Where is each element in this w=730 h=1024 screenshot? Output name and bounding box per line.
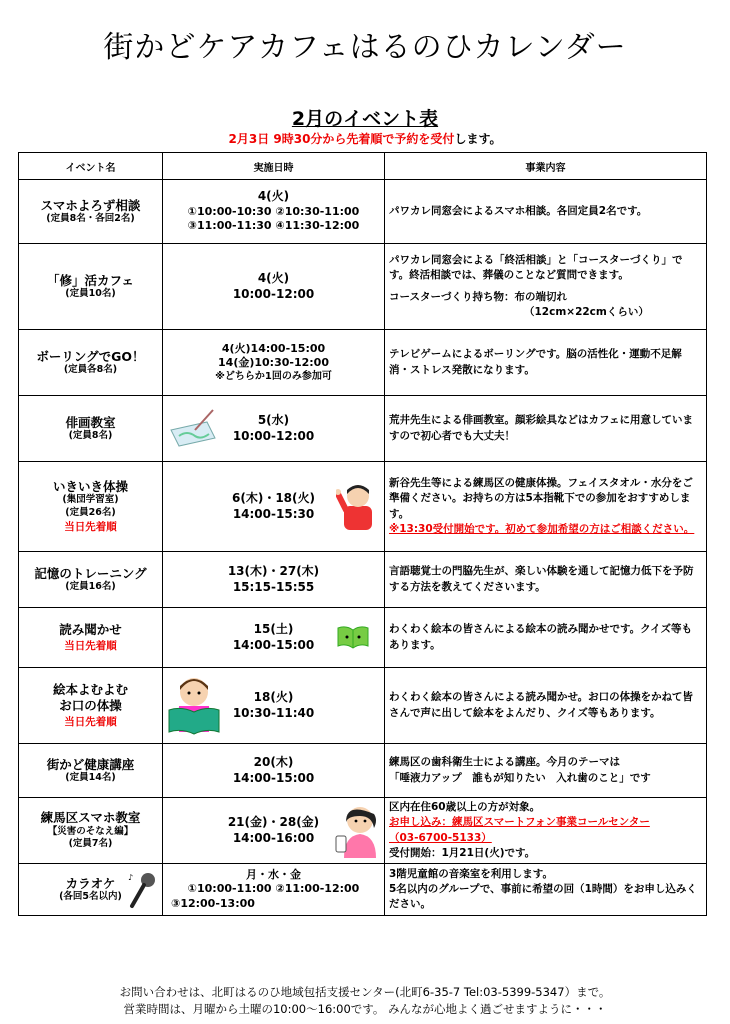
event-desc: （12cm×22cmくらい） [524,305,649,318]
event-desc: 言語聴覚士の門脇先生が、楽しい体験を通して記憶力低下を予防する方法を教えてくださいます。 [389,565,694,593]
first-come-badge: 当日先着順 [64,521,117,534]
event-name: 「修」活カフェ [47,272,134,288]
painting-icon [167,408,219,448]
event-desc-cell [385,244,707,330]
event-desc: パワカレ同窓会によるスマホ相談。各回定員2名です。 [389,204,648,217]
event-date: 5(水) [257,412,290,427]
event-desc: 5名以内のグループで、事前に希望の回（1時間）をお申し込みください。 [389,882,697,911]
event-name: 絵本よむよむ [52,682,128,698]
event-date: 4(火) [257,270,290,285]
event-time: 10:00-12:00 [232,428,315,443]
table-row [19,552,707,608]
event-name-cell [19,396,163,462]
table-row [19,798,707,864]
contact-info: お問い合わせは、北町はるのひ地域包括支援センター(北町6-35-7 Tel:03-5399-5347）まで。 [119,985,611,999]
business-hours: 営業時間は、月曜から土曜の10:00～16:00です。 みんなが心地よく過ごせますように・・・ [123,1001,607,1016]
event-desc: わくわく絵本の皆さんによる読み聞かせ。お口の体操をかねて皆さんで声に出して絵本をよんだり、クイズ等もあります。 [389,691,693,719]
event-capacity: (各回5名以内) [59,891,122,903]
table-row [19,864,707,916]
event-desc-cell [385,396,707,462]
table-row [19,668,707,744]
event-name-cell [19,244,163,330]
event-date-cell [163,180,385,244]
event-name-line2: お口の体操 [59,698,122,713]
event-time: 14:00-15:00 [232,770,315,785]
event-name: カラオケ [65,875,116,891]
event-name: 俳画教室 [65,414,116,430]
event-desc: コースターづくり持ち物：布の端切れ [389,290,567,303]
event-name: スマホよろず相談 [40,197,141,213]
svg-text:♪: ♪ [128,873,134,882]
first-come-badge: 当日先着順 [64,715,117,728]
event-desc-cell [385,864,707,916]
event-date: 月・水・金 [246,868,301,882]
event-capacity: (定員14名) [65,772,116,784]
event-time: 14:00-16:00 [232,830,315,845]
event-time: ①10:00-11:00 ②11:00-12:00 [187,882,360,896]
event-name: ボーリングでGO！ [36,348,145,364]
table-header-row [19,153,707,180]
event-desc: 荒井先生による俳画教室。顔彩絵具などはカフェに用意していますので初心者でも大丈夫！ [389,414,693,442]
event-date-cell [163,864,385,916]
event-date: 15(土) [253,621,294,636]
event-date-cell [163,330,385,396]
event-desc: パワカレ同窓会による「終活相談」と「コースターづくり」です。終活相談では、葬儀のことなど質問できます。 [389,254,683,282]
event-name-cell [19,744,163,798]
event-time: ③11:00-11:30 ④11:30-12:00 [187,219,360,233]
event-desc-cell [385,798,707,864]
event-name-cell [19,798,163,864]
event-date-cell [163,462,385,552]
event-desc: テレビゲームによるボーリングです。脳の活性化・運動不足解消・ストレス発散になります。 [389,348,682,376]
event-name-cell [19,608,163,668]
event-desc-cell [385,462,707,552]
event-date-cell [163,668,385,744]
event-capacity: (定員7名) [68,838,113,850]
event-date: 4(火)14:00-15:00 [221,341,326,355]
event-desc-cell [385,180,707,244]
reservation-notice-red: 2月3日 9時30分から先着順で予約を受付 [228,132,455,146]
event-time: 14:00-15:30 [232,506,315,521]
smartphone-woman-icon [332,802,382,860]
table-row [19,744,707,798]
footer [0,984,730,1017]
event-date: 6(木)・18(火) [232,490,315,505]
event-date: 20(木) [253,754,294,769]
event-name-cell [19,668,163,744]
event-name-cell [19,864,163,916]
event-date: 14(金)10:30-12:00 [218,356,329,369]
table-row [19,608,707,668]
first-come-badge: 当日先着順 [64,639,117,652]
event-date-cell [163,608,385,668]
page-title: 街かどケアカフェはるのひカレンダー [103,30,627,65]
header-content: 事業内容 [385,153,707,180]
event-desc: わくわく絵本の皆さんによる絵本の読み聞かせです。クイズ等もあります。 [389,623,693,651]
event-date: 13(木)・27(木) [227,563,320,578]
event-name: いきいき体操 [52,478,128,494]
event-desc: 受付開始：1月21日(火)です。 [389,846,536,859]
table-row [19,330,707,396]
event-date: 4(火) [257,189,290,204]
event-capacity: (定員8名・各回2名) [46,213,135,225]
event-time: 10:00-12:00 [232,286,315,301]
table-row [19,396,707,462]
event-date: 21(金)・28(金) [227,814,320,829]
event-location: (集団学習室) [62,494,119,506]
event-capacity: (定員8名) [68,430,113,442]
event-capacity: (定員16名) [65,581,116,593]
event-table-title: 2月のイベント表 [291,108,439,130]
event-date-cell [163,798,385,864]
event-date-cell [163,744,385,798]
reservation-notice-end: します。 [454,132,502,146]
event-table [18,152,707,916]
event-time: 10:30-11:40 [232,705,315,720]
table-row [19,244,707,330]
exercise-person-icon [336,480,382,532]
event-name: 街かど健康講座 [46,756,135,772]
event-date-cell [163,552,385,608]
table-row [19,180,707,244]
event-date: 18(火) [253,689,294,704]
event-capacity: (定員26名) [65,506,116,518]
event-time: 15:15-15:55 [232,579,315,594]
event-name: 読み聞かせ [59,622,122,638]
reading-child-icon [167,674,221,736]
event-desc-cell [385,744,707,798]
microphone-icon [128,870,158,910]
event-desc: 「唾液力アップ 誰もが知りたい 入れ歯のこと」です [389,771,651,784]
header-event-name: イベント名 [19,153,163,180]
event-desc: 区内在住60歳以上の方が対象。 [389,801,541,814]
header-date: 実施日時 [163,153,385,180]
event-desc-cell [385,668,707,744]
event-desc: 練馬区の歯科衛生士による講座。今月のテーマは [389,756,620,769]
event-name-cell [19,462,163,552]
event-note: ※どちらか1回のみ参加可 [215,371,332,383]
event-time: 14:00-15:00 [232,637,315,652]
event-capacity: (定員各8名) [63,364,118,376]
table-row [19,462,707,552]
event-desc-cell [385,552,707,608]
event-name: 練馬区スマホ教室 [40,810,141,826]
book-icon [336,624,370,650]
event-desc-cell [385,608,707,668]
event-subtitle: 【災害のそなえ編】 [47,825,134,837]
event-time: ③12:00-13:00 [171,896,255,910]
application-contact: お申し込み：練馬区スマートフォン事業コールセンター [389,816,650,829]
event-name-cell [19,552,163,608]
event-name: 記憶のトレーニング [34,565,147,581]
event-name-cell [19,180,163,244]
event-date-cell [163,244,385,330]
application-phone: （03-6700-5133） [389,831,492,844]
event-desc-warning: ※13:30受付開始です。初めて参加希望の方はご相談ください。 [389,522,695,535]
event-date-cell [163,396,385,462]
event-time: ①10:00-10:30 ②10:30-11:00 [187,205,360,218]
event-name-cell [19,330,163,396]
reservation-notice [0,130,730,147]
event-capacity: (定員10名) [65,288,116,300]
event-desc-cell [385,330,707,396]
event-desc: 3階児童館の音楽室を利用します。 [389,867,553,880]
event-desc: 新谷先生等による練馬区の健康体操。フェイスタオル・水分をご準備ください。お持ちの方は5本指靴下での参加をおすすめします。 [389,477,693,520]
